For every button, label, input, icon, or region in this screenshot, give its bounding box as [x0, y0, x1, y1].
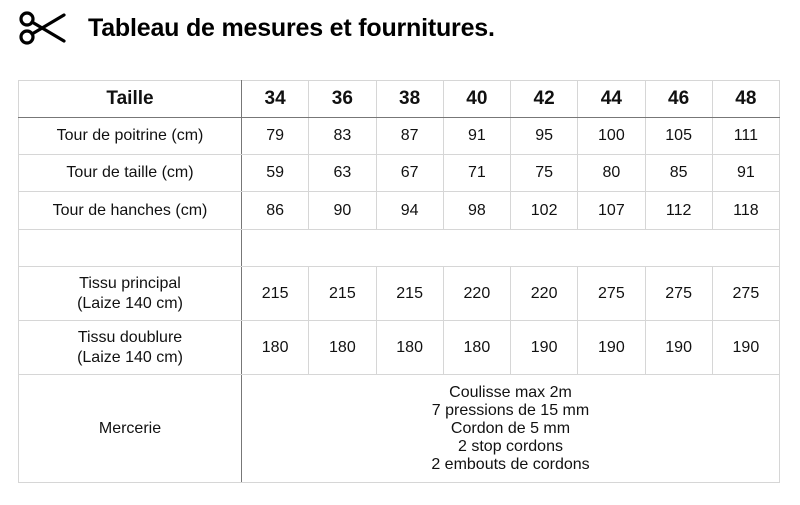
table-cell: 111: [712, 118, 779, 155]
table-row: [19, 321, 780, 375]
row-label-line: Tissu doublure: [77, 328, 183, 346]
header-size-label: Taille: [19, 81, 242, 118]
table-cell: 87: [376, 118, 443, 155]
size-header: 42: [511, 81, 578, 118]
table-cell: 180: [242, 321, 309, 375]
row-label-mercerie: Mercerie: [19, 375, 242, 483]
table-cell: 190: [645, 321, 712, 375]
table-cell: 67: [376, 155, 443, 192]
scissors-icon: [18, 11, 66, 45]
table-cell: 220: [443, 267, 510, 321]
spacer-row: [19, 230, 780, 267]
size-header: 36: [309, 81, 376, 118]
spacer-cell: [242, 230, 780, 267]
spacer-cell: [19, 230, 242, 267]
size-header: 40: [443, 81, 510, 118]
size-header: 46: [645, 81, 712, 118]
table-row: [19, 192, 780, 230]
table-cell: 86: [242, 192, 309, 230]
table-cell: 102: [511, 192, 578, 230]
row-label-line: (Laize 140 cm): [77, 294, 183, 312]
table-cell: 90: [309, 192, 376, 230]
list-item: 2 stop cordons: [458, 437, 563, 455]
list-item: 2 embouts de cordons: [431, 455, 590, 473]
row-label-line: Tissu principal: [79, 274, 181, 292]
table-cell: 215: [242, 267, 309, 321]
row-label-main-fabric: [19, 267, 242, 321]
table-cell: 75: [511, 155, 578, 192]
table-cell: 215: [376, 267, 443, 321]
table-cell: 98: [443, 192, 510, 230]
table-cell: 190: [578, 321, 645, 375]
size-header: 44: [578, 81, 645, 118]
page-header: [18, 8, 495, 48]
table-cell: 83: [309, 118, 376, 155]
table-cell: 79: [242, 118, 309, 155]
table-cell: 95: [511, 118, 578, 155]
table-cell: 180: [376, 321, 443, 375]
table-cell: 275: [712, 267, 779, 321]
table-cell: 180: [309, 321, 376, 375]
table-row: [19, 155, 780, 192]
table-cell: 275: [578, 267, 645, 321]
list-item: Coulisse max 2m: [449, 383, 572, 401]
table-cell: 118: [712, 192, 779, 230]
table-cell: 107: [578, 192, 645, 230]
row-label-lining-fabric: [19, 321, 242, 375]
table-cell: 220: [511, 267, 578, 321]
row-label-waist: Tour de taille (cm): [19, 155, 242, 192]
table-cell: 59: [242, 155, 309, 192]
table-cell: 91: [712, 155, 779, 192]
table-cell: 80: [578, 155, 645, 192]
row-label-line: (Laize 140 cm): [77, 348, 183, 366]
table-cell: 275: [645, 267, 712, 321]
table-cell: 215: [309, 267, 376, 321]
table-header-row: [19, 81, 780, 118]
table-cell: 100: [578, 118, 645, 155]
table-cell: 71: [443, 155, 510, 192]
table-cell: 190: [712, 321, 779, 375]
table-row: [19, 267, 780, 321]
table-cell: 63: [309, 155, 376, 192]
table-cell: 180: [443, 321, 510, 375]
size-header: 48: [712, 81, 779, 118]
table-row: [19, 375, 780, 483]
table-cell: 105: [645, 118, 712, 155]
list-item: 7 pressions de 15 mm: [431, 401, 590, 419]
size-header: 38: [376, 81, 443, 118]
row-label-hips: Tour de hanches (cm): [19, 192, 242, 230]
table-cell: 190: [511, 321, 578, 375]
list-item: Cordon de 5 mm: [450, 419, 571, 437]
table-cell: 112: [645, 192, 712, 230]
row-label-chest: Tour de poitrine (cm): [19, 118, 242, 155]
table-cell: 85: [645, 155, 712, 192]
page-title: Tableau de mesures et fournitures.: [88, 13, 495, 42]
table-row: [19, 118, 780, 155]
size-header: 34: [242, 81, 309, 118]
measurements-table: [18, 80, 780, 483]
table-cell: 91: [443, 118, 510, 155]
mercerie-list: [242, 375, 780, 483]
table-cell: 94: [376, 192, 443, 230]
